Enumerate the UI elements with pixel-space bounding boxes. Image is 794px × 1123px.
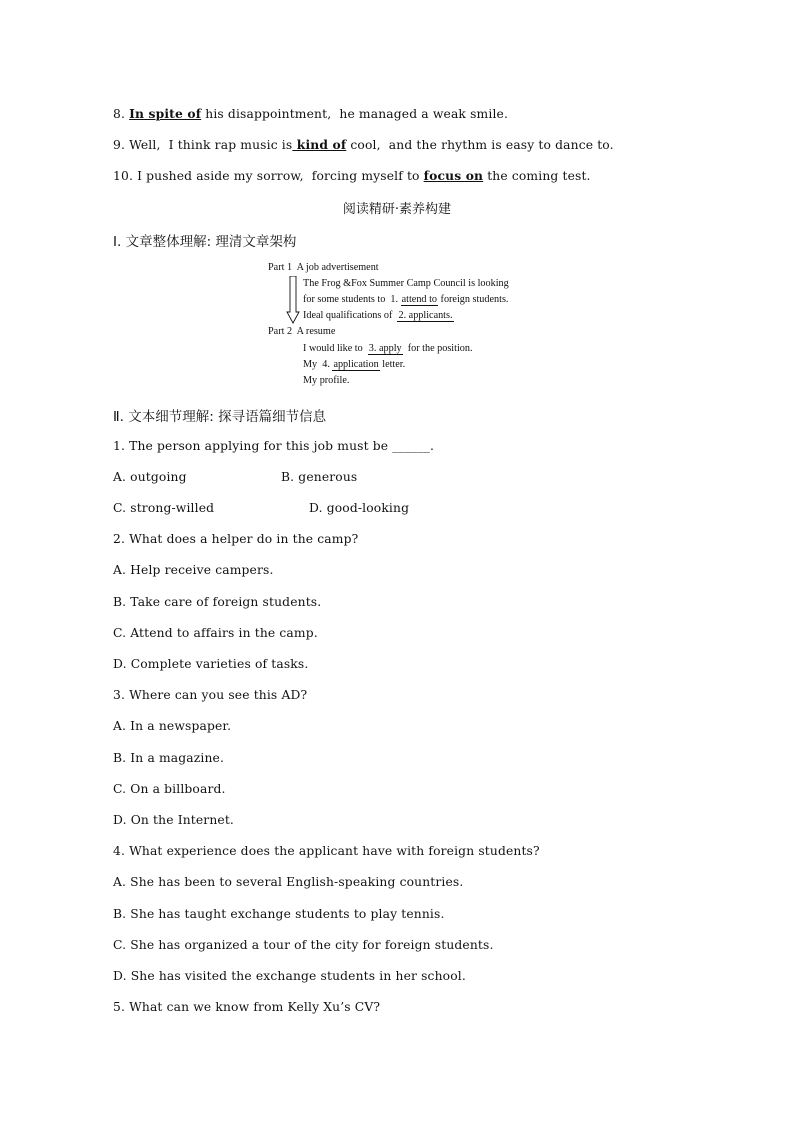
part2-label: Part 2 A resume: [268, 326, 336, 337]
option-2d: D. Complete varieties of tasks.: [113, 657, 309, 671]
blank-answer: 3. apply: [368, 343, 402, 354]
sentence-10: 10. I pushed aside my sorrow, forcing myself to focus on the coming test.: [113, 168, 591, 183]
option-1b: B. generous: [281, 470, 358, 484]
question-4: 4. What experience does the applicant have with foreign students?: [113, 844, 540, 858]
option-1a: A. outgoing: [113, 470, 187, 484]
answer-phrase: kind of: [292, 137, 347, 152]
sentence-8: 8. In spite of his disappointment, he managed a weak smile.: [113, 106, 509, 121]
diagram-line-5: My 4. application letter.: [303, 359, 406, 370]
diagram-line-1: The Frog &Fox Summer Camp Council is looking: [303, 278, 509, 289]
part1-label: Part 1 A job advertisement: [268, 262, 379, 273]
diagram-line-6: My profile.: [303, 375, 350, 386]
sentence-9: 9. Well, I think rap music is kind of cool, and the rhythm is easy to dance to.: [113, 137, 614, 152]
section-2-title: Ⅱ. 文本细节理解: 探寻语篇细节信息: [113, 409, 327, 425]
structure-diagram: [268, 262, 548, 388]
option-3b: B. In a magazine.: [113, 751, 225, 765]
question-1: 1. The person applying for this job must be ______.: [113, 439, 435, 453]
option-1d: D. good-looking: [309, 501, 410, 515]
option-4c: C. She has organized a tour of the city for foreign students.: [113, 938, 494, 952]
diagram-line-4: I would like to 3. apply for the position.: [303, 343, 473, 354]
option-2b: B. Take care of foreign students.: [113, 595, 322, 609]
blank-answer: 2. applicants.: [398, 310, 453, 321]
diagram-line-2: for some students to 1. attend to foreign students.: [303, 294, 509, 305]
down-arrow-icon: [286, 276, 300, 324]
option-2c: C. Attend to affairs in the camp.: [113, 626, 318, 640]
option-3a: A. In a newspaper.: [113, 719, 232, 733]
section-1-title: Ⅰ. 文章整体理解: 理清文章架构: [113, 234, 297, 250]
question-5: 5. What can we know from Kelly Xu’s CV?: [113, 1000, 381, 1014]
answer-phrase: focus on: [423, 168, 484, 183]
answer-phrase: In spite of: [129, 106, 202, 121]
option-3d: D. On the Internet.: [113, 813, 234, 827]
option-4d: D. She has visited the exchange students in her school.: [113, 969, 466, 983]
option-4b: B. She has taught exchange students to play tennis.: [113, 907, 445, 921]
question-2: 2. What does a helper do in the camp?: [113, 532, 359, 546]
blank-answer: application: [333, 359, 379, 370]
option-1c: C. strong-willed: [113, 501, 215, 515]
blank-answer: attend to: [401, 294, 437, 305]
reading-heading: 阅读精研·素养构建: [342, 202, 452, 217]
option-2a: A. Help receive campers.: [113, 563, 274, 577]
option-3c: C. On a billboard.: [113, 782, 226, 796]
diagram-line-3: Ideal qualifications of 2. applicants.: [303, 310, 453, 321]
question-3: 3. Where can you see this AD?: [113, 688, 308, 702]
option-4a: A. She has been to several English-speaking countries.: [113, 875, 464, 889]
